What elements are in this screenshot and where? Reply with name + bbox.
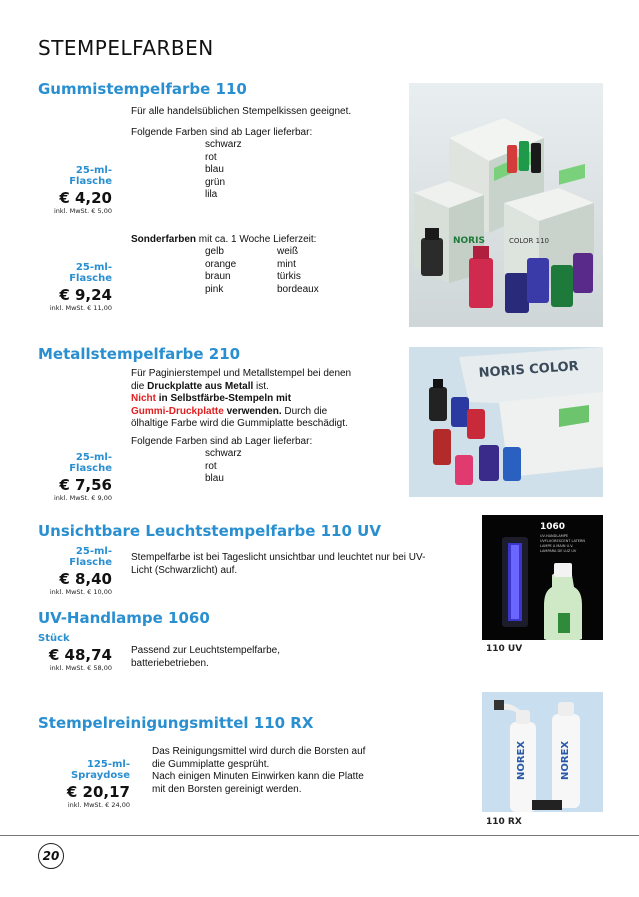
- color-item: blau: [205, 164, 224, 175]
- price-gross: inkl. MwSt. € 24,00: [67, 801, 130, 809]
- special-label-rest: mit ca. 1 Woche Lieferzeit:: [196, 234, 317, 245]
- s3-price-block: [38, 546, 112, 596]
- color-item: pink: [205, 283, 224, 295]
- color-item: blau: [205, 473, 224, 484]
- s2-stock-heading: Folgende Farben sind ab Lager lieferbar:: [131, 436, 313, 447]
- s2-line: Für Paginierstempel und Metallstempel bei denen: [131, 368, 352, 379]
- product-photo-metallstempelfarbe: [409, 347, 603, 497]
- s1-special-colors-col2: [277, 246, 319, 296]
- s1-stock-heading: Folgende Farben sind ab Lager lieferbar:: [131, 127, 313, 138]
- price-unit: 25-ml-Flasche: [69, 165, 112, 187]
- price-unit: Stück: [38, 633, 70, 644]
- section-title-leuchtstempelfarbe: Unsichtbare Leuchtstempelfarbe 110 UV: [38, 522, 381, 540]
- color-item: bordeaux: [277, 283, 319, 295]
- s2-line: [131, 381, 401, 394]
- price-unit: 25-ml-Flasche: [69, 546, 112, 568]
- color-item: rot: [205, 151, 217, 163]
- s1-intro: Für alle handelsüblichen Stempelkissen geeignet.: [131, 106, 352, 117]
- price-net: € 9,24: [59, 286, 112, 304]
- section-title-uv-handlampe: UV-Handlampe 1060: [38, 609, 210, 627]
- price-gross: inkl. MwSt. € 11,00: [49, 304, 112, 312]
- s4-description: [131, 645, 280, 670]
- color-item: gelb: [205, 246, 224, 257]
- s1-price-block-2: [38, 262, 112, 312]
- s2-stock-color-list: [205, 448, 242, 486]
- photo-brand-text: NORIS: [453, 236, 485, 246]
- price-unit: 25-ml-Flasche: [69, 452, 112, 474]
- s2-line: [131, 406, 401, 419]
- s1-stock-color-list: [205, 139, 242, 202]
- price-net: € 8,40: [59, 570, 112, 588]
- s5-line: Das Reinigungsmittel wird durch die Borsten auf: [152, 746, 366, 757]
- text-run: ist.: [253, 380, 269, 392]
- s5-description: [152, 746, 365, 796]
- color-item: schwarz: [205, 448, 242, 459]
- s5-line: die Gummiplatte gesprüht.: [152, 758, 270, 770]
- section-title-metallstempelfarbe: Metallstempelfarbe 210: [38, 345, 241, 363]
- s3-description: Stempelfarbe ist bei Tageslicht unsichtbar und leuchtet nur bei UV-Licht (Schwarzlicht) auf.: [131, 552, 426, 576]
- s4-line: Passend zur Leuchtstempelfarbe,: [131, 645, 280, 656]
- section-title-stempelreinigungsmittel: Stempelreinigungsmittel 110 RX: [38, 714, 314, 732]
- photo-label: 110 UV: [486, 644, 523, 654]
- color-item: türkis: [277, 271, 301, 282]
- photo-caption-line: LAMPARA DE LUZ UV: [540, 549, 577, 553]
- s1-special-colors-col1: [205, 246, 236, 296]
- photo-caption-line: UVFLUORESCENT LATERN: [540, 539, 586, 543]
- price-net: € 48,74: [48, 646, 112, 664]
- price-gross: inkl. MwSt. € 5,00: [53, 207, 112, 215]
- color-item: rot: [205, 460, 217, 472]
- price-gross: inkl. MwSt. € 58,00: [49, 664, 112, 672]
- s5-line: mit den Borsten gereinigt werden.: [152, 783, 302, 795]
- text-run-bold: Druckplatte aus Metall: [147, 380, 254, 392]
- photo-label: 110 RX: [486, 817, 522, 827]
- photo-model-text: COLOR 110: [509, 237, 550, 245]
- page-title: STEMPELFARBEN: [38, 36, 214, 60]
- svg-text:NOREX: NOREX: [560, 740, 571, 780]
- footer-divider: [0, 835, 639, 836]
- s2-line: ölhaltige Farbe wird die Gummiplatte beschädigt.: [131, 418, 348, 429]
- text-run-bold: in Selbstfärbe-Stempeln mit: [156, 393, 292, 404]
- special-label: Sonderfarben: [131, 234, 197, 245]
- text-run: die: [131, 380, 148, 392]
- color-item: grün: [205, 176, 226, 188]
- s2-description: [131, 368, 401, 431]
- price-net: € 4,20: [59, 189, 112, 207]
- text-run-bold: verwenden.: [223, 405, 282, 417]
- photo-caption-line: LAMPE A MAIN U.V.: [540, 544, 574, 548]
- color-item: mint: [277, 258, 296, 270]
- color-item: orange: [205, 258, 237, 270]
- s2-price-block: [38, 452, 112, 502]
- warning-text: Nicht: [131, 393, 156, 404]
- text-run: Durch die: [281, 405, 328, 417]
- s5-price-block: [38, 759, 130, 809]
- s4-line: batteriebetrieben.: [131, 657, 209, 669]
- warning-text: Gummi-Druckplatte: [131, 405, 224, 417]
- color-item: weiß: [277, 246, 299, 257]
- color-item: lila: [205, 189, 218, 200]
- price-gross: inkl. MwSt. € 10,00: [49, 588, 112, 596]
- s5-line: Nach einigen Minuten Einwirken kann die Platte: [152, 771, 364, 782]
- photo-brand-text: NOREX: [516, 740, 527, 780]
- color-item: braun: [205, 271, 231, 282]
- color-item: schwarz: [205, 139, 242, 150]
- page-number: 20: [38, 843, 64, 869]
- section-title-gummistempelfarbe: Gummistempelfarbe 110: [38, 80, 247, 98]
- product-photo-gummistempelfarbe: [409, 83, 603, 327]
- price-gross: inkl. MwSt. € 9,00: [53, 494, 112, 502]
- s2-line: [131, 393, 401, 406]
- s1-price-block-1: [38, 165, 112, 215]
- photo-model-number: 1060: [540, 522, 566, 532]
- s4-price-block: [38, 633, 112, 672]
- price-net: € 7,56: [59, 476, 112, 494]
- photo-brand-text: NORIS COLOR: [478, 359, 580, 381]
- price-unit: 125-ml-Spraydose: [70, 759, 130, 781]
- s1-special-heading: [131, 234, 316, 247]
- price-unit: 25-ml-Flasche: [69, 262, 112, 284]
- price-net: € 20,17: [66, 783, 130, 801]
- photo-caption-line: UV-HANDLAMPE: [540, 534, 569, 538]
- product-photo-reinigungsmittel: [482, 692, 603, 829]
- product-photo-uv-handlampe: [482, 515, 603, 655]
